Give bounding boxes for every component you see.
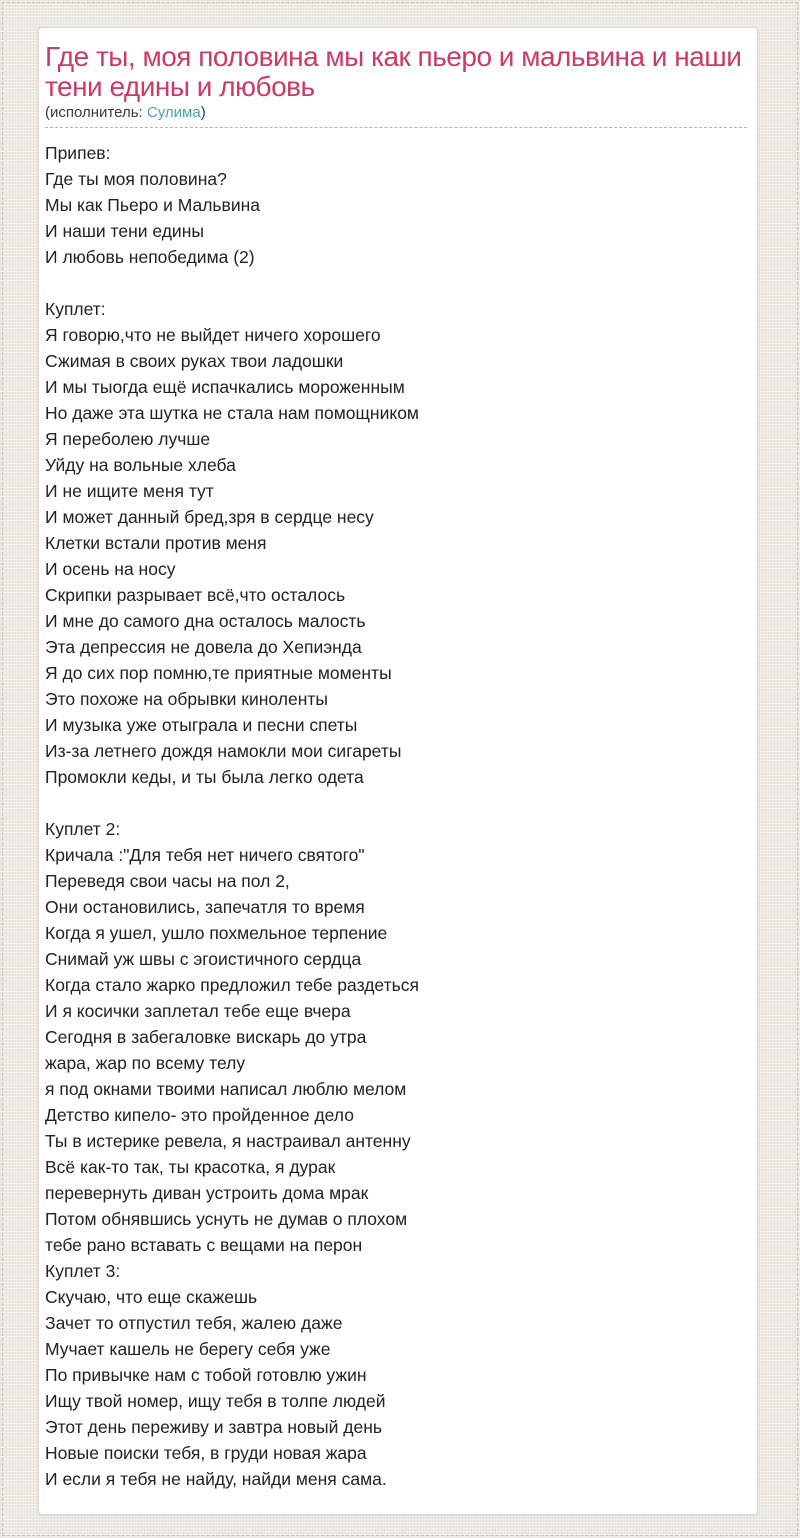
lyrics-line: Из-за летнего дождя намокли мои сигареты: [45, 741, 402, 761]
lyrics-line: Новые поиски тебя, в груди новая жара: [45, 1443, 367, 1463]
lyrics-line: Скрипки разрывает всё,что осталось: [45, 585, 346, 605]
lyrics-line: Куплет 3:: [45, 1261, 121, 1281]
lyrics-line: Ищу твой номер, ищу тебя в толпе людей: [45, 1391, 386, 1411]
lyrics-line: Куплет 2:: [45, 819, 121, 839]
lyrics-line: Они остановились, запечатля то время: [45, 897, 365, 917]
lyrics-line: И музыка уже отыграла и песни спеты: [45, 715, 358, 735]
lyrics-card: [38, 27, 758, 1515]
lyrics-line: Я говорю,что не выйдет ничего хорошего: [45, 325, 381, 345]
lyrics-line: Потом обнявшись уснуть не думав о плохом: [45, 1209, 408, 1229]
lyrics-line: Где ты моя половина?: [45, 169, 227, 189]
lyrics-line: И я косички заплетал тебе еще вчера: [45, 1001, 351, 1021]
lyrics-line: Мучает кашель не берегу себя уже: [45, 1339, 331, 1359]
lyrics-line: Скучаю, что еще скажешь: [45, 1287, 258, 1307]
lyrics-line: Я переболею лучше: [45, 429, 211, 449]
lyrics-line: И наши тени едины: [45, 221, 204, 241]
lyrics-line: я под окнами твоими написал люблю мелом: [45, 1079, 407, 1099]
lyrics-line: Клетки встали против меня: [45, 533, 267, 553]
lyrics-line: Переведя свои часы на пол 2,: [45, 871, 290, 891]
lyrics-line: перевернуть диван устроить дома мрак: [45, 1183, 369, 1203]
lyrics-line: Снимай уж швы с эгоистичного сердца: [45, 949, 362, 969]
lyrics-line: И любовь непобедима (2): [45, 247, 255, 267]
lyrics-line: Когда стало жарко предложил тебе раздеться: [45, 975, 419, 995]
lyrics-line: И осень на носу: [45, 559, 176, 579]
lyrics-line: Детство кипело- это пройденное дело: [45, 1105, 354, 1125]
lyrics-line: Куплет:: [45, 299, 106, 319]
artist-suffix-label: ): [200, 104, 206, 121]
lyrics-line: Этот день переживу и завтра новый день: [45, 1417, 382, 1437]
lyrics-line: Сегодня в забегаловке вискарь до утра: [45, 1027, 367, 1047]
lyrics-line: [45, 790, 747, 816]
lyrics-line: И если я тебя не найду, найди меня сама.: [45, 1469, 387, 1489]
lyrics-line: Сжимая в своих руках твои ладошки: [45, 351, 344, 371]
artist-prefix-label: (исполнитель:: [45, 104, 143, 121]
lyrics-line: Мы как Пьеро и Мальвина: [45, 195, 261, 215]
lyrics-line: Уйду на вольные хлеба: [45, 455, 236, 475]
lyrics-line: Зачет то отпустил тебя, жалею даже: [45, 1313, 343, 1333]
lyrics-line: По привычке нам с тобой готовлю ужин: [45, 1365, 367, 1385]
artist-link[interactable]: Сулима: [146, 104, 201, 121]
page-title: Где ты, моя половина мы как пьеро и мальвина и наши тени едины и любовь: [45, 41, 742, 102]
lyrics-line: [45, 270, 747, 296]
lyrics-line: Кричала :"Для тебя нет ничего святого": [45, 845, 365, 865]
lyrics-line: тебе рано вставать с вещами на перон: [45, 1235, 363, 1255]
lyrics-line: Эта депрессия не довела до Хепиэнда: [45, 637, 362, 657]
lyrics-line: Это похоже на обрывки киноленты: [45, 689, 328, 709]
lyrics-line: Но даже эта шутка не стала нам помощником: [45, 403, 419, 423]
lyrics-line: И мы тыогда ещё испачкались мороженным: [45, 377, 405, 397]
lyrics-line: И может данный бред,зря в сердце несу: [45, 507, 374, 527]
lyrics-line: Промокли кеды, и ты была легко одета: [45, 767, 364, 787]
lyrics-line: Припев:: [45, 143, 111, 163]
lyrics-line: Ты в истерике ревела, я настраивал антенну: [45, 1131, 411, 1151]
lyrics-line: жара, жар по всему телу: [45, 1053, 246, 1073]
lyrics-line: Когда я ушел, ушло похмельное терпение: [45, 923, 388, 943]
lyrics-line: Всё как-то так, ты красотка, я дурак: [45, 1157, 336, 1177]
lyrics-line: И не ищите меня тут: [45, 481, 214, 501]
lyrics-line: Я до сих пор помню,те приятные моменты: [45, 663, 392, 683]
artist-line: [45, 104, 747, 128]
lyrics-line: И мне до самого дна осталось малость: [45, 611, 366, 631]
lyrics-text: [45, 140, 747, 1492]
